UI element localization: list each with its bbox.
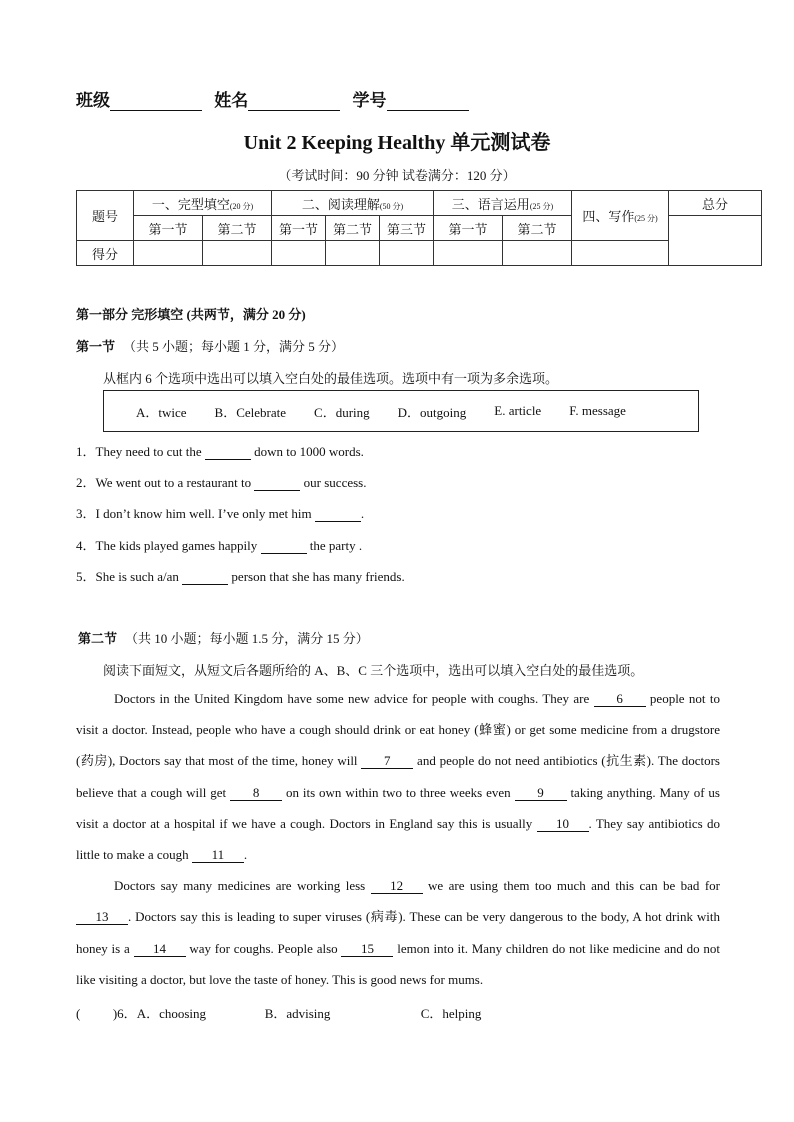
score-cell[interactable]: [326, 241, 380, 266]
choice-b[interactable]: B．advising: [264, 1006, 331, 1021]
passage-blank[interactable]: 14: [134, 941, 186, 957]
passage-text: taking anything. Many of us visit a doctor at a hospital if we have a cough. Doctors in England say this is usually: [76, 784, 720, 831]
option-item: C．during: [314, 404, 370, 420]
question-1: 1．They need to cut the down to 1000 words.: [76, 444, 364, 459]
question-5: 5．She is such a/an person that she has many friends.: [76, 569, 405, 584]
passage-blank[interactable]: 6: [594, 691, 646, 707]
option-item: B．Celebrate: [214, 404, 287, 420]
question-2: 2．We went out to a restaurant to our success.: [76, 475, 367, 490]
passage-paragraph-1: [76, 683, 720, 870]
subsection-header: 第一节: [272, 216, 326, 241]
subsection-header: 第二节: [203, 216, 272, 241]
class-label: 班级: [76, 91, 110, 110]
answer-blank[interactable]: [205, 445, 251, 460]
score-cell[interactable]: [134, 241, 203, 266]
reading-passage: [76, 683, 720, 995]
passage-blank[interactable]: 8: [230, 785, 282, 801]
passage-blank[interactable]: 15: [341, 941, 393, 957]
score-table: [76, 190, 762, 266]
passage-blank[interactable]: 13: [76, 909, 128, 925]
passage-text: Doctors in the United Kingdom have some new advice for people with coughs. They are: [114, 691, 594, 706]
subsection-header: 第三节: [379, 216, 433, 241]
section-header-reading: 二、阅读理解(50 分): [272, 191, 434, 216]
option-item: F. message: [569, 403, 626, 418]
option-item: A．twice: [136, 404, 187, 420]
score-row-label: 得分: [77, 241, 134, 266]
section1-heading: 第一节 （共 5 小题；每小题 1 分，满分 5 分）: [76, 339, 345, 354]
page-title: Unit 2 Keeping Healthy 单元测试卷: [243, 132, 551, 154]
passage-blank[interactable]: 7: [361, 753, 413, 769]
answer-blank[interactable]: [254, 476, 300, 491]
question-number-header: 题号: [77, 191, 134, 241]
passage-blank[interactable]: 12: [371, 878, 423, 894]
passage-text: Doctors say many medicines are working less: [114, 878, 371, 894]
passage-paragraph-2: [76, 870, 720, 995]
passage-text: lemon into it. Many children do not like medicine and do not like visiting a doctor, but love the taste of honey. This is good news for mums.: [76, 940, 721, 987]
student-id-label: 学号: [352, 91, 387, 110]
subsection-header: 第二节: [326, 216, 380, 241]
student-id-blank[interactable]: [387, 94, 469, 111]
question-6-choices: ( )6．A．choosing B．advising C．helping: [76, 1003, 481, 1022]
question-4: 4．The kids played games happily the party .: [76, 538, 363, 553]
name-label: 姓名: [214, 91, 249, 110]
score-cell[interactable]: [272, 241, 326, 266]
score-cell[interactable]: [203, 241, 272, 266]
student-info-line: [76, 86, 477, 111]
question-3: 3．I don’t know him well. I’ve only met him .: [76, 506, 365, 521]
passage-blank[interactable]: 11: [192, 847, 244, 863]
option-item: D．outgoing: [397, 404, 467, 420]
class-blank[interactable]: [110, 94, 202, 111]
name-blank[interactable]: [248, 94, 340, 111]
passage-text: way for coughs. People also: [185, 940, 342, 956]
total-score-cell[interactable]: [669, 216, 762, 266]
answer-blank[interactable]: [261, 539, 307, 554]
answer-blank[interactable]: [315, 507, 361, 522]
choice-c[interactable]: C．helping: [420, 1006, 482, 1021]
passage-blank[interactable]: 10: [537, 816, 589, 832]
section-header-language: 三、语言运用(25 分): [433, 191, 571, 216]
part1-heading: 第一部分 完形填空 (共两节，满分 20 分): [76, 307, 306, 322]
score-cell[interactable]: [379, 241, 433, 266]
section1-instruction: 从框内 6 个选项中选出可以填入空白处的最佳选项。选项中有一项为多余选项。: [103, 371, 559, 386]
section2-heading: 第二节 （共 10 小题；每小题 1.5 分，满分 15 分）: [78, 631, 369, 646]
score-cell[interactable]: [502, 241, 571, 266]
passage-text: people not to visit a doctor. Instead, people who have a cough should drink or eat honey (蜂蜜) or get some medicine from a drugstore (药房), Doctors say that most of the time, honey will: [76, 691, 720, 769]
exam-info: （考试时间：90 分钟 试卷满分：120 分）: [278, 168, 516, 183]
answer-bracket[interactable]: ( ): [76, 1006, 118, 1021]
passage-text: we are using them too much and this can be bad for: [422, 878, 720, 894]
passage-text: .: [243, 847, 248, 863]
options-box: [103, 390, 699, 432]
section-header-writing: 四、写作(25 分): [572, 191, 669, 241]
section2-instruction: 阅读下面短文，从短文后各题所给的 A、B、C 三个选项中，选出可以填入空白处的最佳选项。: [103, 663, 644, 678]
option-item: E. article: [494, 403, 542, 418]
passage-text: . Doctors say this is leading to super viruses (病毒). These can be very dangerous to the body, A hot drink with honey is a: [76, 909, 720, 956]
passage-text: on its own within two to three weeks even: [282, 784, 515, 800]
section-header-cloze: 一、完型填空(20 分): [134, 191, 272, 216]
subsection-header: 第二节: [502, 216, 571, 241]
answer-blank[interactable]: [182, 570, 228, 585]
score-cell[interactable]: [572, 241, 669, 266]
passage-text: . They say antibiotics do little to make a cough: [76, 815, 720, 863]
total-header: 总分: [669, 191, 762, 216]
subsection-header: 第一节: [134, 216, 203, 241]
choice-a[interactable]: A．choosing: [136, 1006, 207, 1021]
passage-blank[interactable]: 9: [515, 785, 567, 801]
score-cell[interactable]: [433, 241, 502, 266]
passage-text: and people do not need antibiotics (抗生素). The doctors believe that a cough will get: [76, 753, 720, 800]
subsection-header: 第一节: [433, 216, 502, 241]
